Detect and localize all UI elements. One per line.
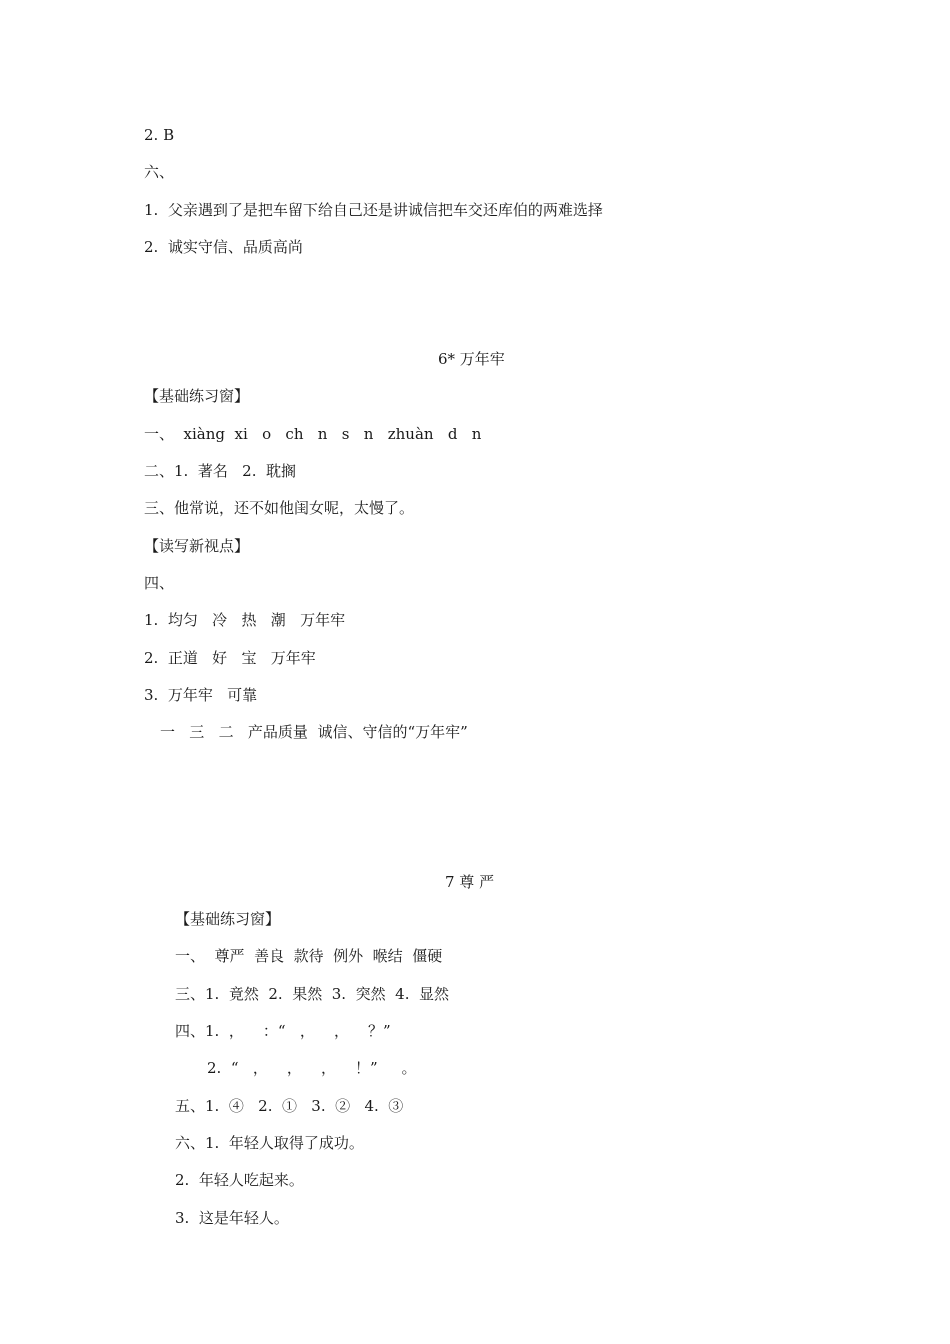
- answer-line: 2. 诚实守信、品质高尚: [144, 238, 303, 256]
- lesson-title: 7 尊 严: [445, 873, 495, 891]
- answer-line: 2. B: [144, 126, 175, 144]
- answer-line: 一、 尊严 善良 款待 例外 喉结 僵硬: [175, 947, 443, 965]
- section-heading: 【基础练习窗】: [144, 387, 250, 405]
- section-heading: 【读写新视点】: [144, 537, 250, 555]
- answer-line: 1. 父亲遇到了是把车留下给自己还是讲诚信把车交还库伯的两难选择: [144, 201, 603, 219]
- answer-line: 四、1. ， ：“ ， ， ？”: [175, 1022, 391, 1040]
- answer-line: 二、1. 著名 2. 耽搁: [144, 462, 297, 480]
- answer-line: 五、1. ④ 2. ① 3. ② 4. ③: [175, 1097, 404, 1115]
- answer-line: 2. 正道 好 宝 万年牢: [144, 649, 316, 667]
- section-number: 四、: [144, 574, 175, 592]
- answer-line: 三、他常说，还不如他闺女呢，太慢了。: [144, 499, 415, 517]
- answer-line: 一 三 二 产品质量 诚信、守信的“万年牢”: [160, 723, 468, 741]
- answer-line: 3. 万年牢 可靠: [144, 686, 258, 704]
- lesson-title: 6* 万年牢: [438, 350, 505, 368]
- answer-line: 2. “ ， ， ， ！” 。: [207, 1059, 417, 1077]
- answer-line: 1. 均匀 冷 热 潮 万年牢: [144, 611, 346, 629]
- answer-line: 3. 这是年轻人。: [175, 1209, 289, 1227]
- answer-line: 一、 xiàng xi o ch n s n zhuàn d n: [144, 425, 482, 443]
- section-number: 六、: [144, 163, 175, 181]
- answer-line: 2. 年轻人吃起来。: [175, 1171, 304, 1189]
- section-heading: 【基础练习窗】: [175, 910, 281, 928]
- answer-line: 六、1. 年轻人取得了成功。: [175, 1134, 364, 1152]
- answer-line: 三、1. 竟然 2. 果然 3. 突然 4. 显然: [175, 985, 450, 1003]
